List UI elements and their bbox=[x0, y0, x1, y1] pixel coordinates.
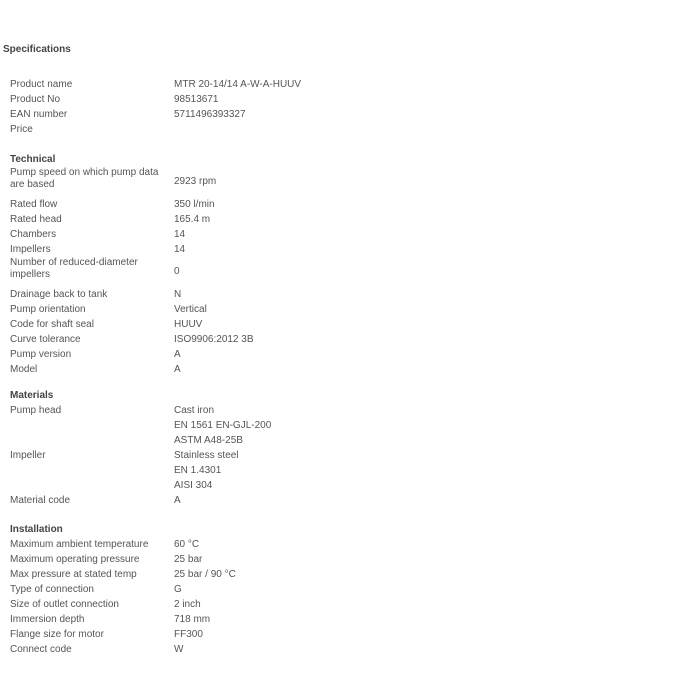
spec-value: 14 bbox=[174, 229, 186, 240]
spec-row-number-of-reduced-diameter-impellers bbox=[10, 257, 420, 287]
spec-row-flange-size-for-motor bbox=[10, 627, 420, 642]
spec-label: Pump version bbox=[10, 349, 72, 360]
spec-value: 165.4 m bbox=[174, 214, 211, 225]
section-title: Technical bbox=[10, 154, 56, 165]
spec-label: Maximum ambient temperature bbox=[10, 539, 149, 550]
spec-label: Rated head bbox=[10, 214, 62, 225]
spec-value: A bbox=[174, 349, 181, 360]
spec-value: EN 1.4301 bbox=[174, 465, 222, 476]
spec-label: Model bbox=[10, 364, 38, 375]
spec-label: Flange size for motor bbox=[10, 629, 104, 640]
spec-value: 14 bbox=[174, 244, 186, 255]
spec-value: 98513671 bbox=[174, 94, 219, 105]
spec-label: Immersion depth bbox=[10, 614, 85, 625]
spec-row-maximum-operating-pressure bbox=[10, 552, 420, 567]
spec-row-maximum-ambient-temperature bbox=[10, 537, 420, 552]
spec-row-model bbox=[10, 362, 420, 377]
spec-label: Number of reduced-diameter impellers bbox=[10, 257, 138, 280]
spec-row-pump-head bbox=[10, 403, 420, 448]
spec-row-price bbox=[10, 122, 420, 137]
spec-value: W bbox=[174, 644, 184, 655]
spec-value: 718 mm bbox=[174, 614, 211, 625]
spec-value: EN 1561 EN-GJL-200 bbox=[174, 420, 272, 431]
spec-label: Pump head bbox=[10, 405, 62, 416]
spec-row-impeller bbox=[10, 448, 420, 493]
spec-label: Chambers bbox=[10, 229, 57, 240]
spec-label: Size of outlet connection bbox=[10, 599, 119, 610]
spec-label: Drainage back to tank bbox=[10, 289, 108, 300]
spec-label: Rated flow bbox=[10, 199, 58, 210]
spec-value: 25 bar / 90 °C bbox=[174, 569, 236, 580]
spec-value: N bbox=[174, 289, 182, 300]
spec-value: AISI 304 bbox=[174, 480, 213, 491]
spec-row-pump-speed-on-which-pump-data-are-based bbox=[10, 167, 420, 197]
spec-row-ean-number bbox=[10, 107, 420, 122]
spec-row-max-pressure-at-stated-temp bbox=[10, 567, 420, 582]
spec-row-drainage-back-to-tank bbox=[10, 287, 420, 302]
spec-value: ISO9906:2012 3B bbox=[174, 334, 254, 345]
spec-value: 60 °C bbox=[174, 539, 200, 550]
spec-value: A bbox=[174, 364, 181, 375]
spec-label: Pump speed on which pump data are based bbox=[10, 167, 159, 190]
spec-label: Max pressure at stated temp bbox=[10, 569, 137, 580]
spec-label: Impellers bbox=[10, 244, 51, 255]
spec-row-code-for-shaft-seal bbox=[10, 317, 420, 332]
spec-row-pump-orientation bbox=[10, 302, 420, 317]
spec-value: 2 inch bbox=[174, 599, 201, 610]
spec-row-size-of-outlet-connection bbox=[10, 597, 420, 612]
spec-label: Product No bbox=[10, 94, 61, 105]
page-title: Specifications bbox=[3, 44, 71, 55]
spec-row-curve-tolerance bbox=[10, 332, 420, 347]
spec-label: Connect code bbox=[10, 644, 72, 655]
spec-row-connect-code bbox=[10, 642, 420, 657]
spec-label: Pump orientation bbox=[10, 304, 86, 315]
section-product bbox=[10, 77, 420, 137]
spec-label: Maximum operating pressure bbox=[10, 554, 140, 565]
spec-value: 2923 rpm bbox=[174, 176, 217, 187]
section-materials bbox=[10, 388, 420, 508]
spec-value: Cast iron bbox=[174, 405, 215, 416]
spec-value: 25 bar bbox=[174, 554, 203, 565]
spec-label: Impeller bbox=[10, 450, 46, 461]
spec-row-rated-flow bbox=[10, 197, 420, 212]
spec-label: EAN number bbox=[10, 109, 68, 120]
section-title: Materials bbox=[10, 390, 54, 401]
spec-row-rated-head bbox=[10, 212, 420, 227]
section-title: Installation bbox=[10, 524, 63, 535]
spec-value: FF300 bbox=[174, 629, 203, 640]
spec-value: G bbox=[174, 584, 182, 595]
spec-row-product-no bbox=[10, 92, 420, 107]
spec-value: ASTM A48-25B bbox=[174, 435, 243, 446]
spec-label: Material code bbox=[10, 495, 71, 506]
spec-row-chambers bbox=[10, 227, 420, 242]
spec-label: Price bbox=[10, 124, 33, 135]
spec-row-immersion-depth bbox=[10, 612, 420, 627]
section-technical bbox=[10, 152, 420, 377]
spec-label: Code for shaft seal bbox=[10, 319, 94, 330]
spec-value: 5711496393327 bbox=[174, 109, 246, 120]
spec-value: Vertical bbox=[174, 304, 207, 315]
spec-row-type-of-connection bbox=[10, 582, 420, 597]
spec-value: A bbox=[174, 495, 181, 506]
spec-value: HUUV bbox=[174, 319, 203, 330]
section-installation bbox=[10, 522, 420, 657]
spec-label: Curve tolerance bbox=[10, 334, 81, 345]
spec-row-impellers bbox=[10, 242, 420, 257]
spec-value: 350 l/min bbox=[174, 199, 215, 210]
spec-row-product-name bbox=[10, 77, 420, 92]
spec-value: Stainless steel bbox=[174, 450, 239, 461]
spec-label: Type of connection bbox=[10, 584, 94, 595]
spec-label: Product name bbox=[10, 79, 73, 90]
spec-row-pump-version bbox=[10, 347, 420, 362]
spec-value: MTR 20-14/14 A-W-A-HUUV bbox=[174, 79, 302, 90]
spec-row-material-code bbox=[10, 493, 420, 508]
spec-value: 0 bbox=[174, 266, 180, 277]
